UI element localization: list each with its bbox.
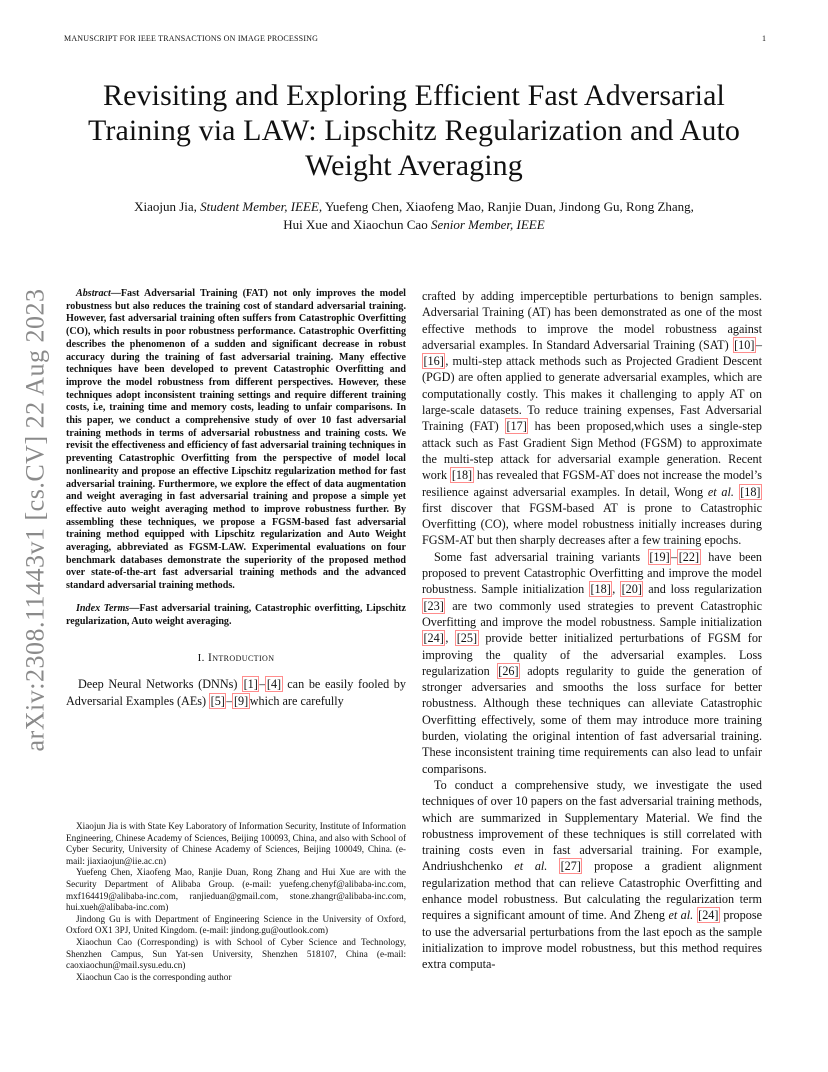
citation-link[interactable]: [19] [649, 549, 670, 564]
arxiv-identifier: arXiv:2308.11443v1 [cs.CV] 22 Aug 2023 [20, 288, 49, 752]
et-al: et al. [668, 908, 694, 923]
citation-link[interactable]: [17] [506, 419, 527, 434]
citation-link[interactable]: [23] [423, 598, 444, 613]
abstract-text: —Fast Adversarial Training (FAT) not only improves the model robustness but also reduces the training cost of standard adversarial training. However, fast adversarial training often suffers from Catastrophic Overfitting (CO), which results in poor robustness performance. Catastrophic Overfitting describes the phenomenon of a sudden and significant decrease in robust accuracy during the training of fast adversarial training. Many effective techniques have been developed to prevent Catastrophic Overfitting and improve the model robustness from different perspectives. However, these techniques adopt inconsistent training settings and require different training costs, i.e, training time and memory costs, leading to unfair comparisons. In this paper, we conduct a comprehensive study of over 10 fast adversarial training methods in terms of adversarial robustness and training costs. We revisit the effectiveness and efficiency of fast adversarial training techniques in preventing Catastrophic Overfitting from the perspective of model local nonlinearity and propose an effective Lipschitz regularization method for fast adversarial training. Furthermore, we explore the effect of data augmentation and weight averaging in fast adversarial training and propose a simple yet effective auto weight averaging method to improve robustness further. By assembling these techniques, we propose a FGSM-based fast adversarial training method equipped with Lipschitz regularization and Auto Weight averaging, abbreviated as FGSM-LAW. Experimental evaluations on four benchmark databases demonstrate the superiority of the proposed method over state-of-the-art fast adversarial training methods and the advanced standard adversarial training methods. [66, 288, 406, 592]
text-run: and loss regularization [643, 582, 762, 597]
citation-link[interactable]: [20] [621, 582, 642, 597]
footnote-corresponding: Xiaochun Cao is the corresponding author [76, 971, 232, 982]
text-run: , [612, 582, 621, 597]
citation-link[interactable]: [24] [698, 908, 719, 923]
abstract [66, 288, 406, 593]
text-run: Some fast adversarial training variants [434, 549, 648, 564]
text-run: first discover that FGSM-based AT is prone to Catastrophic Overfitting (CO), where model robustness initially increases during FGSM-AT but then sharply decreases after a few training epochs. [422, 500, 762, 548]
running-head: MANUSCRIPT FOR IEEE TRANSACTIONS ON IMAGE PROCESSING [64, 34, 319, 43]
right-column [422, 288, 762, 972]
text-run: are two commonly used strategies to prevent Catastrophic Overfitting and improve the model robustness. Sample initialization [422, 598, 762, 629]
text-run: – [226, 693, 233, 708]
footnote-affiliation: Yuefeng Chen, Xiaofeng Mao, Ranjie Duan, Rong Zhang and Hui Xue are with the Security Department of Alibaba Group. (e-mail: yuefeng.chenyf@alibaba-inc.com, mxf164419@alibaba-inc.com, ranjieduan@gmail.com, stone.zhangr@alibaba-inc.com, hui.xueh@alibaba-inc.com) [66, 867, 406, 913]
author-membership: Student Member, IEEE, [200, 199, 323, 214]
paper-title: Revisiting and Exploring Efficient Fast Adversarial Training via LAW: Lipschitz Regularization and Auto Weight Averaging [87, 79, 741, 182]
text-run [547, 859, 559, 873]
text-run: have been proposed to prevent Catastrophic Overfitting and improve the model robustness. Sample initialization [422, 549, 762, 597]
author-list [60, 198, 768, 234]
text-run: which are carefully [249, 693, 344, 708]
text-run: has been proposed,which uses a single-step attack such as Fast Gradient Sign Method (FGSM) to approximate the multi-step attack for adversarial example generation. Recent work [422, 419, 762, 483]
citation-link[interactable]: [18] [740, 484, 761, 499]
text-run: – [755, 337, 762, 352]
text-run: – [259, 677, 266, 692]
citation-link[interactable]: [9] [233, 693, 249, 708]
section-title: Introduction [207, 652, 275, 665]
text-run: – [671, 549, 678, 564]
body-paragraph [422, 288, 762, 549]
citation-link[interactable]: [18] [590, 582, 611, 597]
footnote-affiliation: Xiaochun Cao (Corresponding) is with School of Cyber Science and Technology, Shenzhen Campus, Sun Yat-sen University, Shenzhen 518107, China (e-mail: caoxiaochun@mail.sysu.edu.cn) [66, 936, 406, 971]
citation-link[interactable]: [24] [423, 631, 444, 646]
author-line-2 [60, 216, 768, 234]
citation-link[interactable]: [27] [560, 859, 581, 874]
et-al: et al. [707, 484, 734, 499]
text-run: , multi-step attack methods such as Projected Gradient Descent (PGD) are often applied to generate adversarial examples, which are computationally costly. This makes it challenging to apply AT on large-scale datasets. To reduce training expenses, Fast Adversarial Training (FAT) [422, 354, 762, 434]
text-run: has revealed that FGSM-AT does not increase the model’s resilience against adversarial examples. In detail, Wong [422, 468, 762, 499]
index-terms-text: —Fast adversarial training, Catastrophic overfitting, Lipschitz regularization, Auto weight averaging. [66, 602, 406, 627]
citation-link[interactable]: [25] [456, 631, 478, 646]
text-run [734, 485, 739, 499]
citation-link[interactable]: [26] [498, 663, 519, 678]
author-text: Yuefeng Chen, Xiaofeng Mao, Ranjie Duan, Jindong Gu, Rong Zhang, [322, 199, 694, 214]
arxiv-stamp [22, 282, 48, 758]
author-membership: Senior Member, IEEE [430, 217, 545, 232]
text-run: crafted by adding imperceptible perturbations to benign samples. Adversarial Training (AT) has been demonstrated as one of the most effective methods to improve the model robustness against adversarial examples. In Standard Adversarial Training (SAT) [422, 289, 762, 352]
author-line-1 [60, 198, 768, 216]
body-paragraph [422, 549, 762, 777]
intro-paragraph [66, 676, 406, 709]
section-heading-introduction [66, 652, 406, 664]
citation-link[interactable]: [16] [423, 354, 444, 369]
text-run: , [445, 631, 456, 646]
body-paragraph [422, 777, 762, 973]
left-column [66, 288, 406, 709]
citation-link[interactable]: [1] [243, 677, 258, 692]
citation-link[interactable]: [22] [678, 549, 700, 564]
text-run: adopts regularity to guide the generation of stronger adversaries and smooths the loss surface for better robustness. Although these techniques can alleviate Catastrophic Overfitting effectively, some of them may introduce more training burden, violating the original intention of fast adversarial training. These inconsistent training time requirements can also lead to unfair comparisons. [422, 663, 762, 776]
citation-link[interactable]: [4] [266, 677, 282, 692]
section-number: I. [197, 652, 208, 665]
text-run: propose to use the adversarial perturbations from the last epoch as the sample initialization to improve model robustness, but this method requires extra computa- [422, 908, 762, 972]
author-text: Xiaojun Jia, [134, 199, 201, 214]
page-number: 1 [762, 34, 766, 43]
citation-link[interactable]: [18] [451, 468, 473, 483]
abstract-lead: Abstract [76, 288, 111, 299]
text-run: Deep Neural Networks (DNNs) [78, 677, 243, 692]
et-al: et al. [514, 859, 548, 874]
text-run: To conduct a comprehensive study, we investigate the used techniques of over 10 papers on the fast adversarial training methods, which are summarized in Supplementary Material. We find the robustness improvement of these techniques is still correlated with training costs even in fast adversarial training. For example, Andriushchenko [422, 777, 762, 874]
index-terms-lead: Index Terms [76, 602, 130, 614]
text-run: provide better initialized perturbations of FGSM for improving the quality of the adversarial examples. Loss regularization [422, 631, 762, 678]
citation-link[interactable]: [5] [210, 693, 225, 708]
citation-link[interactable]: [10] [734, 337, 755, 352]
footnotes [66, 821, 406, 983]
footnote-affiliation: Xiaojun Jia is with State Key Laboratory of Information Security, Institute of Information Engineering, Chinese Academy of Sciences, Beijing 100093, China, and also with School of Cyber Security, University of Chinese Academy of Sciences, Beijing 100049, China. (e-mail: jiaxiaojun@iie.ac.cn) [66, 821, 406, 866]
text-run: propose a gradient alignment regularization method that can relieve Catastrophic Overfitting and enhance model robustness. But calculating the regularization term requires a significant amount of time. And Zheng [422, 859, 762, 923]
footnote-affiliation: Jindong Gu is with Department of Engineering Science in the University of Oxford, Oxford OX1 3PJ, United Kingdom. (e-mail: jindong.gu@outlook.com) [66, 913, 406, 936]
index-terms [66, 603, 406, 628]
author-text: Hui Xue and Xiaochun Cao [283, 217, 431, 232]
text-run: can be easily fooled by Adversarial Examples (AEs) [66, 677, 406, 708]
